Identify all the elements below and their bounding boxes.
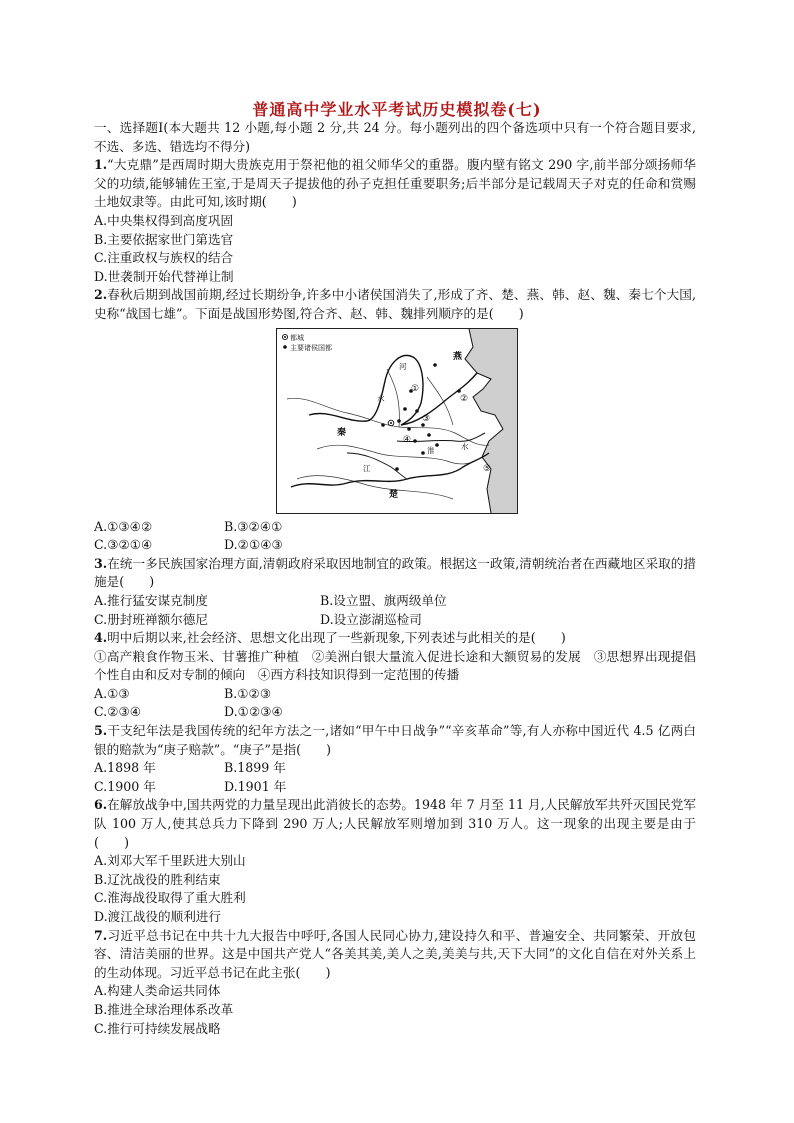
- question-stem: 习近平总书记在中共十九大报告中呼吁,各国人民同心协力,建设持久和平、普遍安全、共同繁荣、开放包容、清洁美丽的世界。这是中国共产党人“各美其美,美人之美,美美与共,天下大同”的文化自信在对外关系上的生动体现。习近平总书记在此主张( ): [94, 927, 696, 980]
- legend-capital-label: 都城: [290, 333, 304, 342]
- label-yan: 燕: [453, 351, 463, 362]
- han-river: [347, 453, 407, 479]
- option-row: [94, 611, 696, 630]
- state-capital-dot: [433, 363, 437, 367]
- question-stem: 明中后期以来,社会经济、思想文化出现了一些新现象,下列表述与此相关的是( ): [107, 630, 566, 646]
- option-a[interactable]: A.中央集权得到高度巩固: [94, 212, 234, 228]
- option-d[interactable]: D.渡江战役的顺利进行: [94, 909, 221, 924]
- label-shui-2: 水: [461, 441, 469, 451]
- option-c[interactable]: C.③②①④: [94, 537, 153, 553]
- option-a[interactable]: A.推行猛安谋克制度: [94, 592, 208, 608]
- label-jiang: 江: [363, 463, 371, 473]
- marker-2: ②: [460, 393, 469, 404]
- label-shui-1: 水: [377, 393, 385, 403]
- option-c[interactable]: C.1900 年: [94, 778, 156, 794]
- state-capital-dot: [395, 467, 399, 471]
- border-line: [317, 445, 482, 464]
- option-c[interactable]: C.注重政权与族权的结合: [94, 250, 234, 266]
- option-a[interactable]: A.刘邓大军千里跃进大别山: [94, 853, 246, 869]
- page-title: 普通高中学业水平考试历史模拟卷(七): [252, 100, 542, 119]
- option-a[interactable]: A.构建人类命运共同体: [94, 983, 221, 999]
- section-instructions: 一、选择题Ⅰ(本大题共 12 小题,每小题 2 分,共 24 分。每小题列出的四个备选项中只有一个符合题目要求,不选、多选、错选均不得分): [94, 120, 696, 154]
- state-capital-dot: [381, 423, 385, 427]
- question-2: [94, 286, 696, 323]
- state-capital-dot: [415, 409, 419, 413]
- question-4: [94, 629, 696, 648]
- question-number: 1.: [94, 157, 108, 173]
- state-capital-dot: [403, 407, 407, 411]
- question-stem: 在统一多民族国家治理方面,清朝政府采取因地制宜的政策。根据这一政策,清朝统治者在西藏地区采取的措施是( ): [94, 555, 696, 590]
- border-line: [297, 475, 453, 498]
- state-capital-dot: [407, 427, 411, 431]
- question-stem: 春秋后期到战国前期,经过长期纷争,许多中小诸侯国消失了,形成了齐、楚、燕、韩、赵、魏、秦七个大国,史称“战国七雄”。下面是战国形势图,符合齐、赵、韩、魏排列顺序的是( ): [94, 287, 696, 321]
- option-b[interactable]: B.1899 年: [224, 760, 286, 776]
- question-number: 7.: [94, 927, 108, 943]
- sea-area: [465, 329, 517, 513]
- state-capital-dot: [457, 389, 461, 393]
- question-number: 2.: [94, 287, 108, 303]
- yangtze-river: [291, 453, 492, 487]
- question-5: [94, 722, 696, 759]
- label-huai: 淮: [427, 445, 435, 455]
- option-a[interactable]: A.①③: [94, 685, 130, 701]
- question-stem: 干支纪年法是我国传统的纪年方法之一,诸如“甲午中日战争”“辛亥革命”等,有人亦称中国近代 4.5 亿两白银的赔款为“庚子赔款”。“庚子”是指( ): [94, 723, 696, 757]
- option-b[interactable]: B.③②④①: [224, 518, 283, 534]
- question-stem: 在解放战争中,国共两党的力量呈现出此消彼长的态势。1948 年 7 月至 11 月,人民解放军共歼灭国民党军队 100 万人,使其总兵力下降到 290 万人;人民解放军则增加到 310 万人。这一现象的出现主要是由于 ( ): [94, 797, 734, 850]
- label-he: 河: [399, 361, 407, 371]
- option-b[interactable]: B.推进全球治理体系改革: [94, 1001, 234, 1017]
- option-d[interactable]: D.①②③④: [224, 704, 283, 720]
- option-a[interactable]: A.1898 年: [94, 760, 156, 776]
- state-capital-legend-icon: [283, 345, 287, 349]
- option-b[interactable]: B.主要依据家世门第选官: [94, 231, 234, 247]
- option-row: [94, 759, 696, 778]
- option-row: [94, 703, 696, 722]
- question-number: 4.: [94, 630, 108, 646]
- question-number: 3.: [94, 555, 108, 571]
- state-capital-dot: [427, 433, 431, 437]
- state-capital-dot: [421, 451, 425, 455]
- legend-states-label: 主要诸侯国都: [290, 343, 332, 352]
- marker-4: ④: [403, 434, 412, 445]
- label-qin: 秦: [337, 427, 347, 438]
- option-row: [94, 685, 696, 704]
- marker-1: ①: [411, 383, 420, 394]
- option-d[interactable]: D.②①④③: [224, 537, 283, 553]
- option-c[interactable]: C.②③④: [94, 704, 142, 720]
- state-capital-dot: [397, 419, 401, 423]
- question-3: [94, 555, 696, 592]
- label-chu: 楚: [389, 489, 399, 500]
- option-b[interactable]: B.设立盟、旗两级单位: [320, 592, 447, 608]
- yellow-river: [309, 355, 477, 425]
- option-row: [94, 592, 696, 611]
- question-4-statements: ①高产粮食作物玉米、甘薯推广种植 ②美洲白银大量流入促进长途和大额贸易的发展 ③思想界出现提倡个性自由和反对专制的倾向 ④西方科技知识得到一定范围的传播: [94, 648, 696, 683]
- option-c[interactable]: C.淮海战役取得了重大胜利: [94, 890, 246, 906]
- state-capital-dot: [435, 443, 439, 447]
- option-row: [94, 778, 696, 797]
- marker-5: ⑤: [483, 463, 492, 474]
- question-7: [94, 927, 696, 983]
- question-number: 6.: [94, 797, 108, 813]
- option-row: [94, 536, 696, 555]
- option-c[interactable]: C.推行可持续发展战略: [94, 1020, 221, 1036]
- option-row: [94, 518, 696, 537]
- option-b[interactable]: B.辽沈战役的胜利结束: [94, 871, 221, 887]
- option-d[interactable]: D.1901 年: [224, 778, 287, 794]
- exam-content: [94, 119, 734, 1038]
- question-number: 5.: [94, 723, 108, 739]
- option-d[interactable]: D.世袭制开始代替禅让制: [94, 268, 234, 284]
- option-b[interactable]: B.①②③: [224, 685, 272, 701]
- state-capital-dot: [413, 439, 417, 443]
- marker-3: ③: [422, 413, 431, 424]
- warring-states-map: [276, 328, 518, 514]
- option-d[interactable]: D.设立澎湖巡检司: [320, 611, 422, 627]
- question-stem: “大克鼎”是西周时期大贵族克用于祭祀他的祖父师华父的重器。腹内壁有铭文 290 字,前半部分颂扬师华父的功绩,能够辅佐王室,于是周天子提拔他的孙子克担任重要职务;后半部分是记载周天子对克的任命和赏赐土地奴隶等。由此可知,该时期( ): [94, 157, 696, 210]
- option-a[interactable]: A.①③④②: [94, 518, 153, 534]
- question-1: [94, 156, 696, 212]
- option-c[interactable]: C.册封班禅额尔德尼: [94, 611, 208, 627]
- border-line: [427, 377, 453, 425]
- border-line: [387, 369, 399, 427]
- question-6: [94, 796, 734, 852]
